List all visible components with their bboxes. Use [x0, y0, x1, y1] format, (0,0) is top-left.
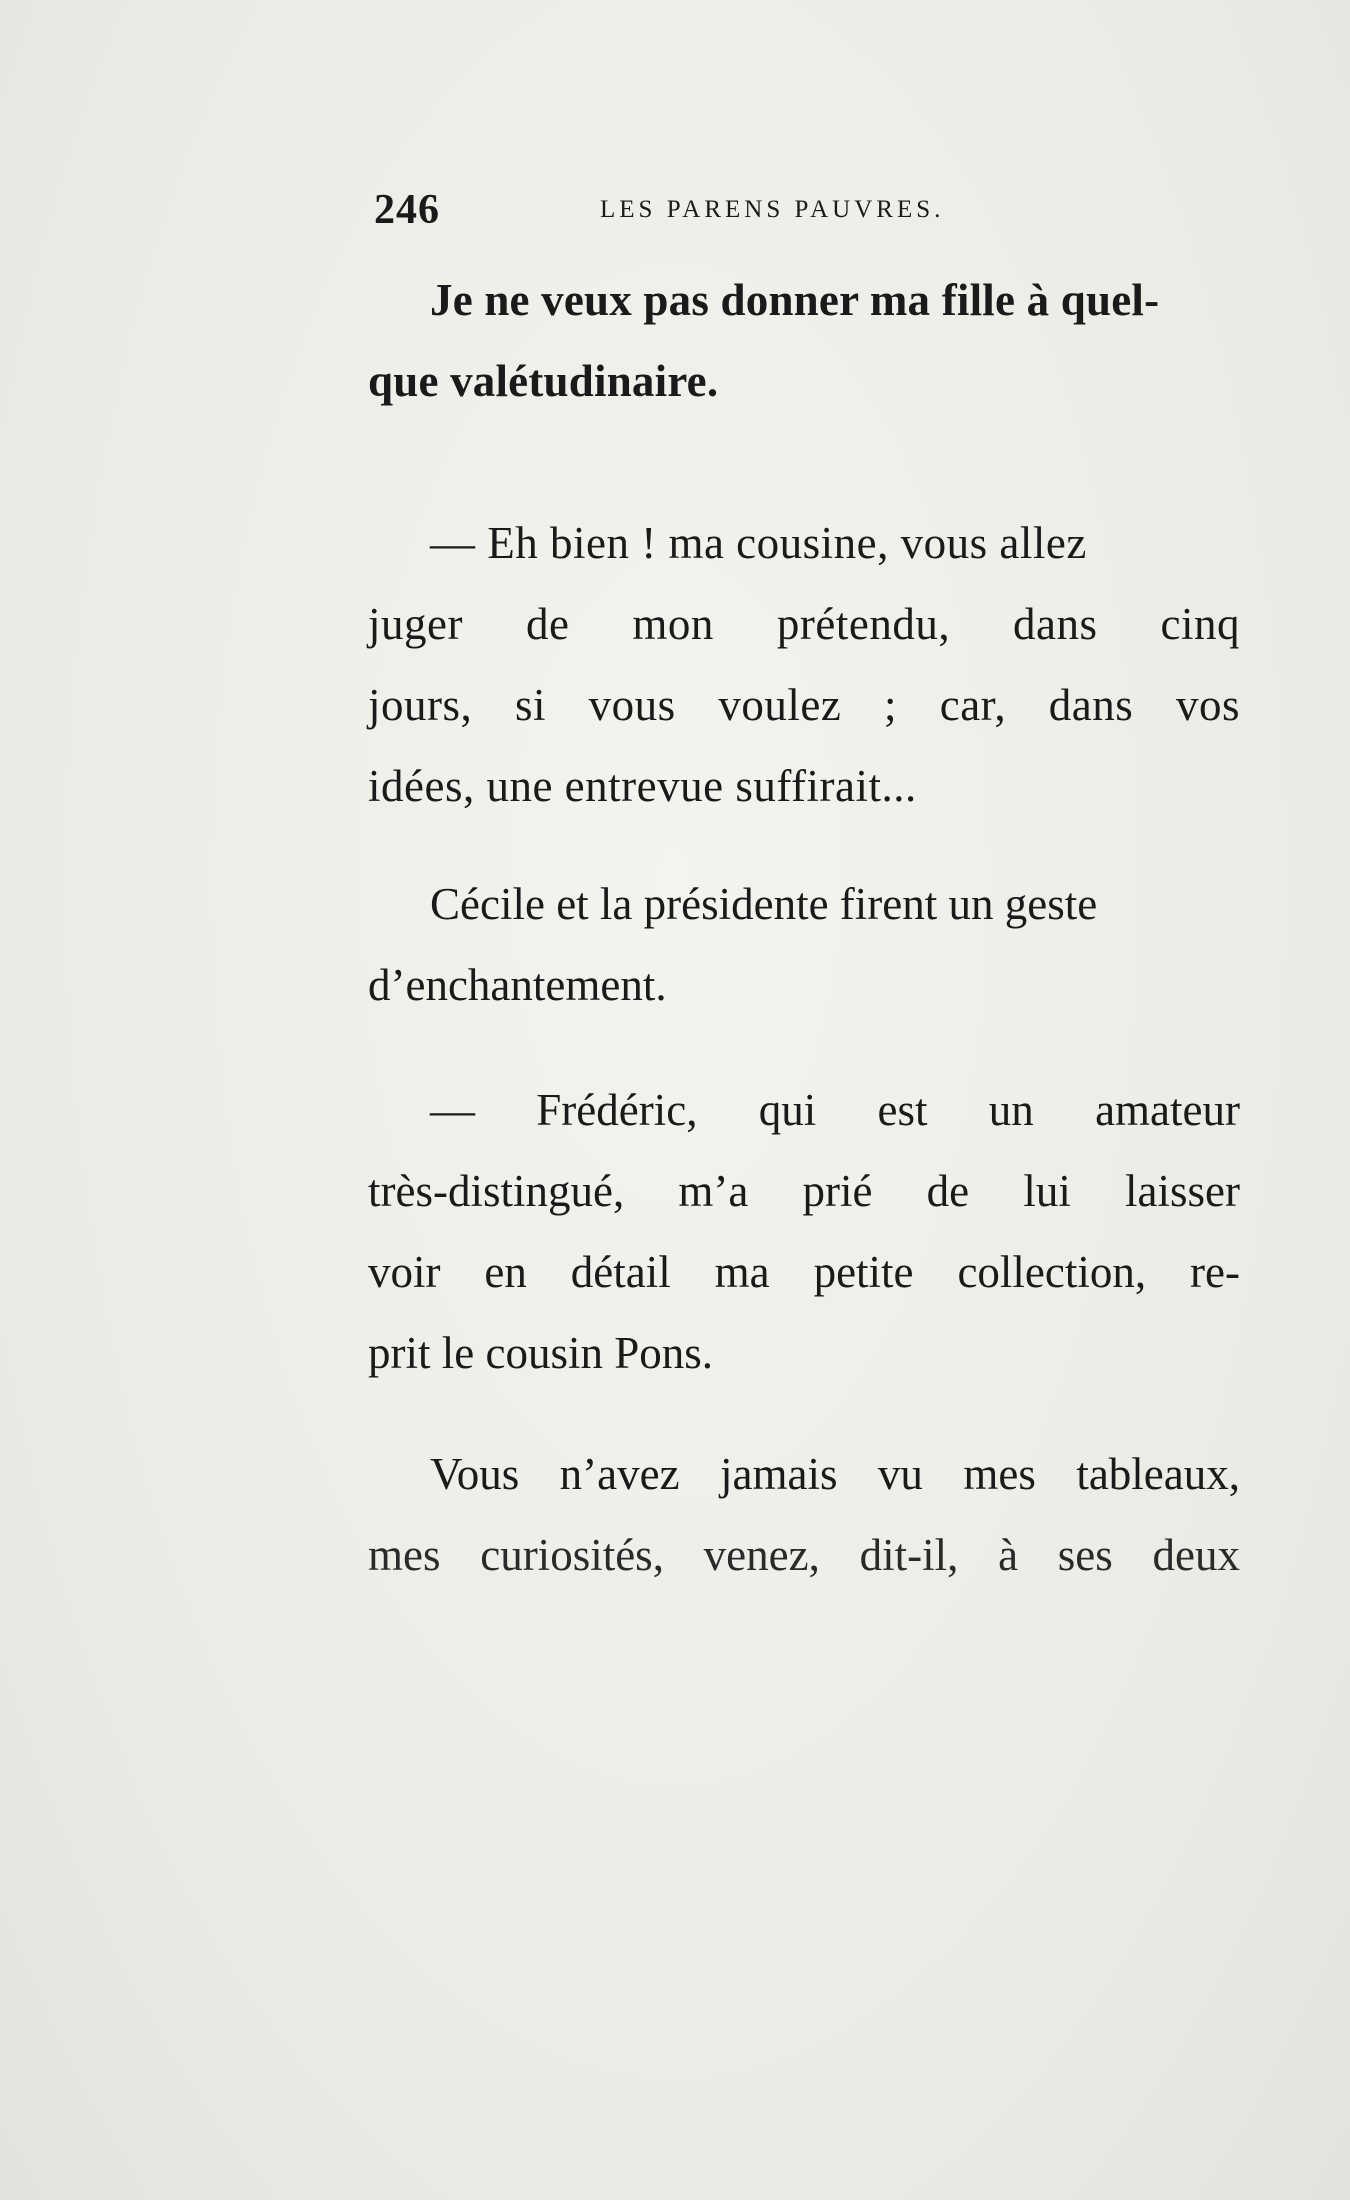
text-line: d’enchantement.: [368, 960, 667, 1010]
paragraph-gap: [368, 422, 1240, 503]
paragraph-2: [368, 503, 1240, 827]
text-line: très-distingué, m’a prié de lui laisser: [368, 1166, 1240, 1216]
paragraph-4: [368, 1070, 1240, 1394]
text-line: Je ne veux pas donner ma fille à quel-: [430, 275, 1160, 325]
text-line: que valétudinaire.: [368, 356, 719, 406]
text-line: idées, une entrevue suffirait...: [368, 761, 917, 811]
text-line: — Frédéric, qui est un amateur: [430, 1085, 1240, 1135]
text-line: prit le cousin Pons.: [368, 1328, 713, 1378]
text-line: jours, si vous voulez ; car, dans vos: [368, 680, 1240, 730]
text-line: Vous n’avez jamais vu mes tableaux,: [430, 1449, 1240, 1499]
text-line: — Eh bien ! ma cousine, vous allez: [430, 518, 1087, 568]
paragraph-gap: [368, 827, 1240, 864]
text-line: voir en détail ma petite collection, re-: [368, 1247, 1240, 1297]
paragraph-gap: [368, 1026, 1240, 1070]
text-line: juger de mon prétendu, dans cinq: [368, 599, 1240, 649]
text-line: mes curiosités, venez, dit-il, à ses deux: [368, 1530, 1240, 1580]
body-text: [368, 260, 1240, 1596]
paragraph-3: [368, 864, 1240, 1026]
text-line: Cécile et la présidente firent un geste: [430, 879, 1098, 929]
paragraph-gap: [368, 1394, 1240, 1434]
running-header: [370, 186, 1240, 236]
running-title: LES PARENS PAUVRES.: [600, 196, 945, 223]
page-number: 246: [374, 187, 440, 233]
paragraph-5: [368, 1434, 1240, 1596]
paragraph-1: [368, 260, 1240, 422]
